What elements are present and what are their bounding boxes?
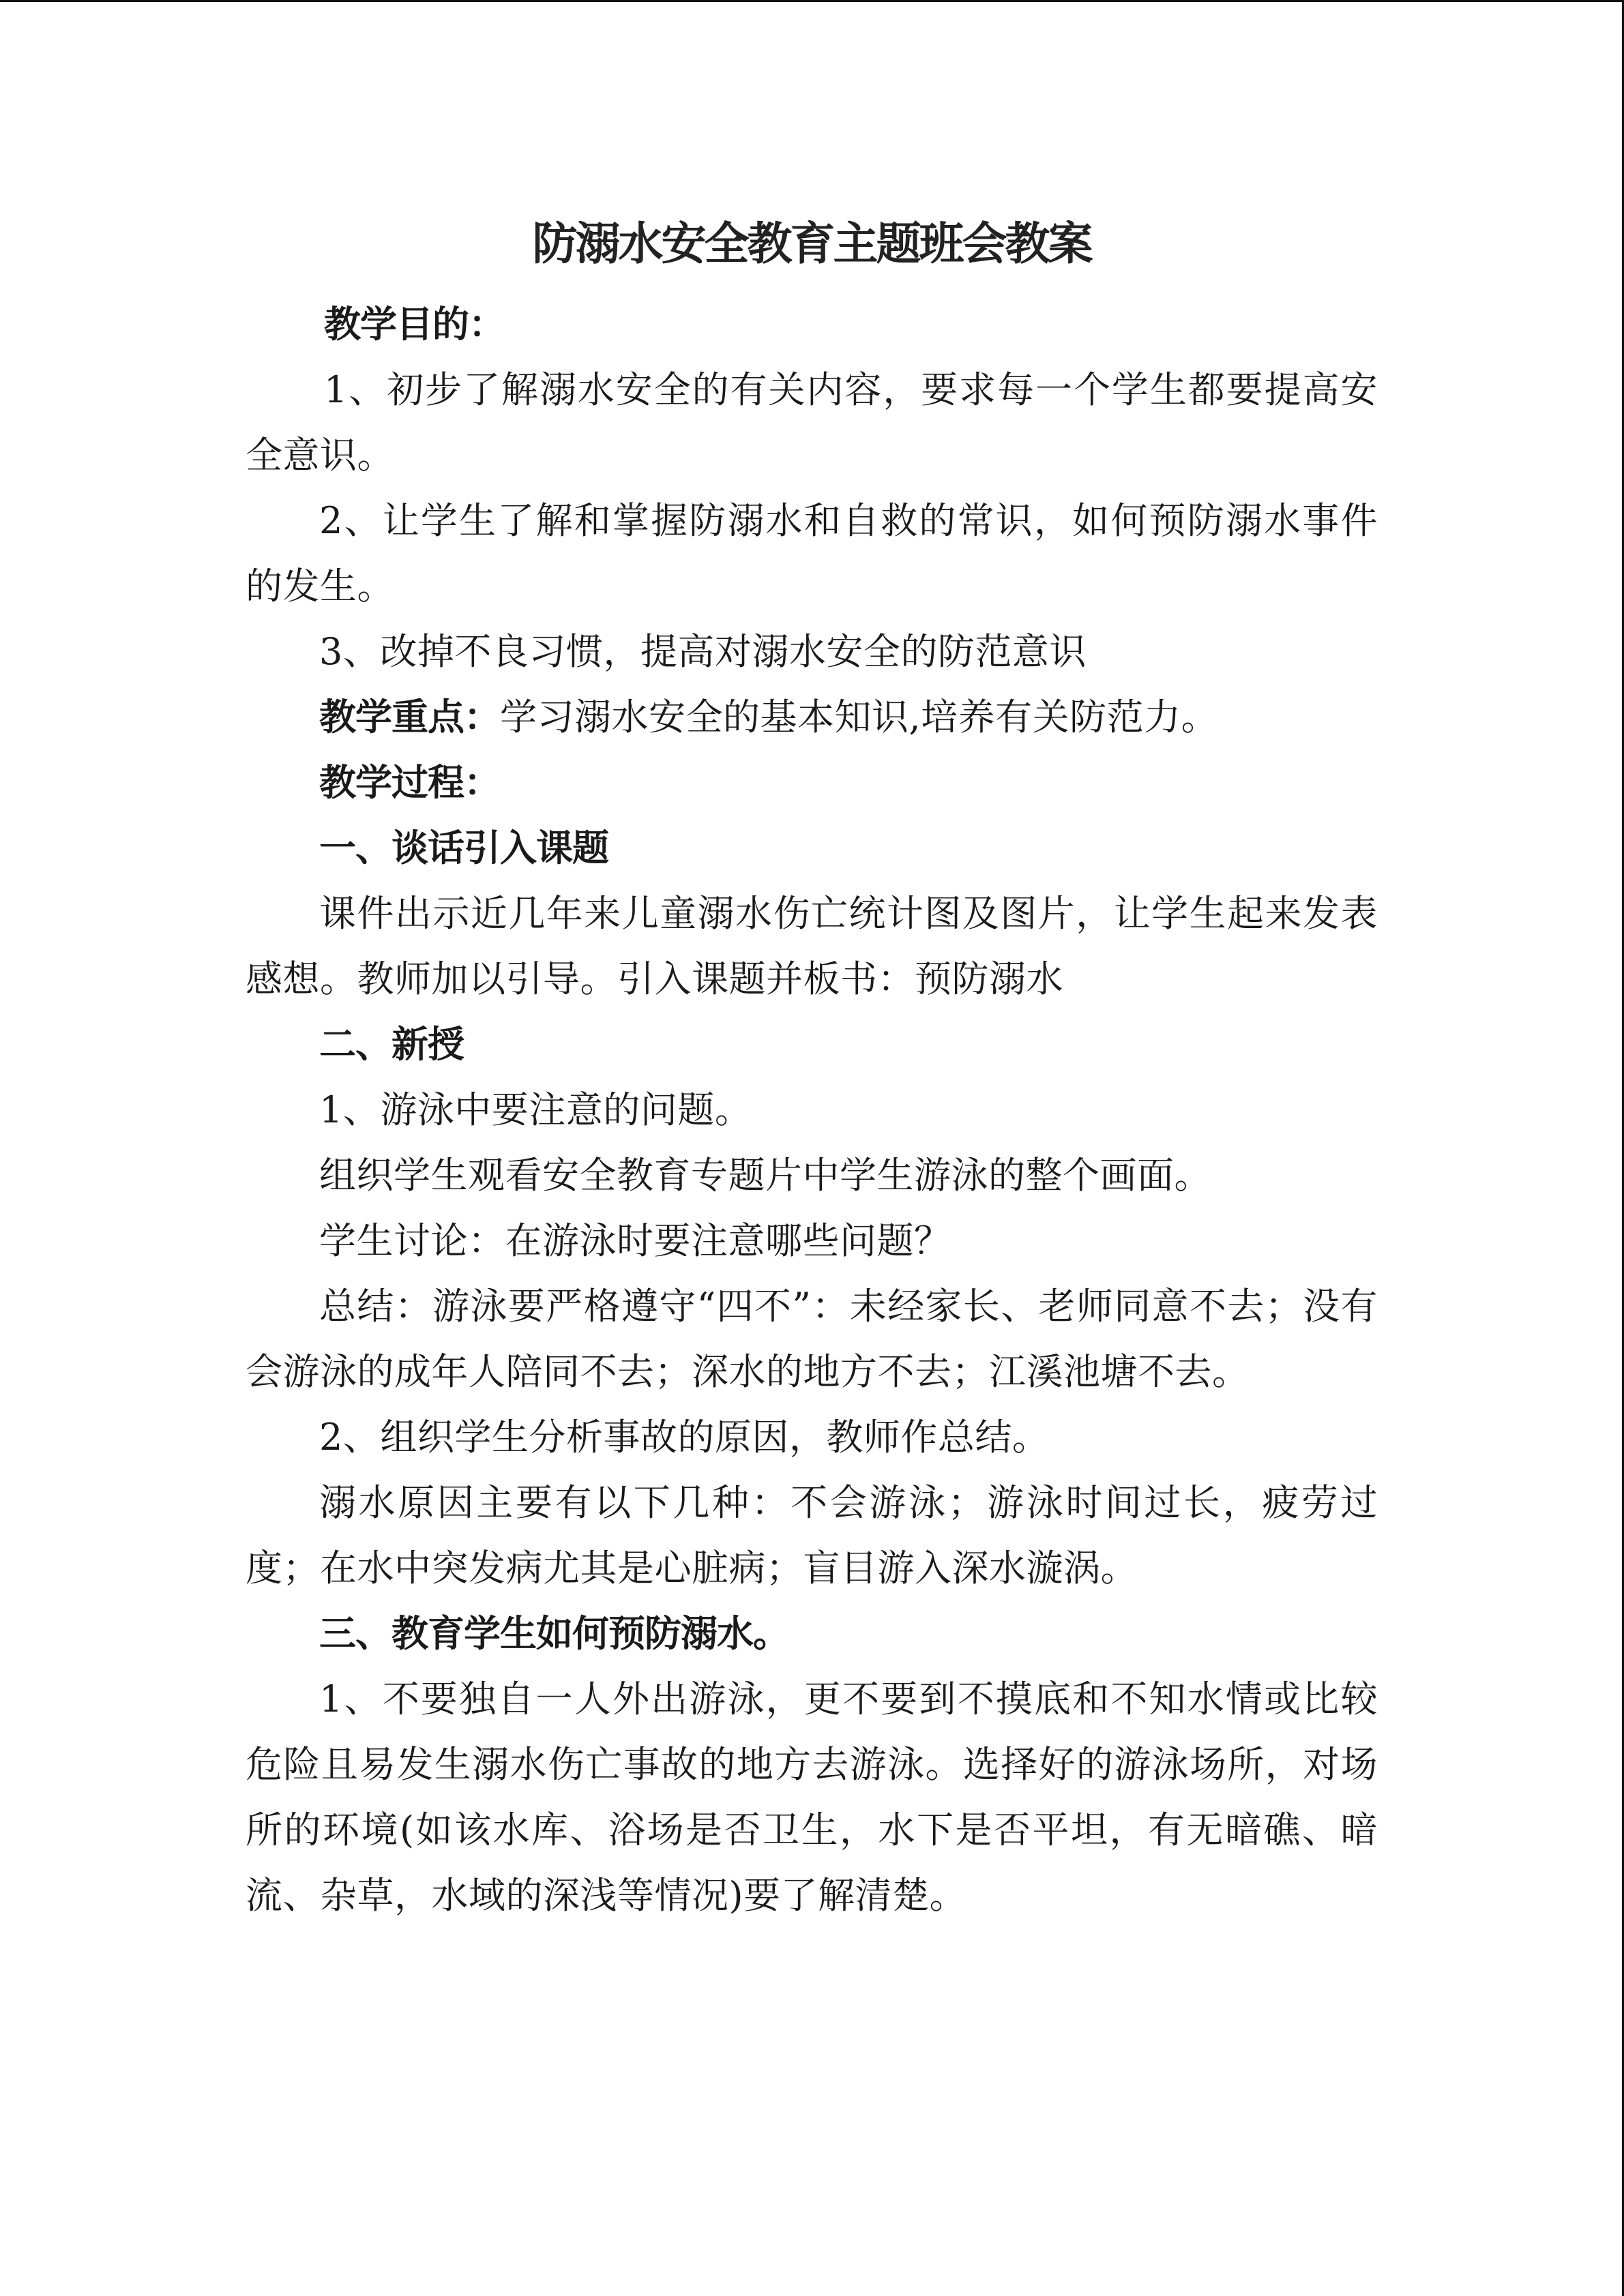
objective-item: 3、改掉不良习惯，提高对溺水安全的防范意识 (319, 630, 1087, 673)
section-paragraph: 1、不要独自一人外出游泳，更不要到不摸底和不知水情或比较危险且易发生溺水伤亡事故的地方去游泳。选择好的游泳场所，对场所的环境(如该水库、浴场是否卫生，水下是否平坦，有无暗礁、暗流、杂草，水域的深浅等情况)要了解清楚。 (246, 1678, 1378, 1917)
section-paragraph: 学生讨论：在游泳时要注意哪些问题？ (319, 1219, 951, 1262)
section-heading: 二、新授 (319, 1023, 464, 1066)
section-paragraph: 溺水原因主要有以下几种：不会游泳；游泳时间过长，疲劳过度；在水中突发病尤其是心脏病；盲目游入深水漩涡。 (246, 1481, 1378, 1590)
section-heading: 三、教育学生如何预防溺水。 (319, 1612, 789, 1655)
key-points-label: 教学重点： (319, 696, 500, 739)
document-title: 防溺水安全教育主题班会教案 (532, 218, 1091, 270)
document-body (246, 292, 1378, 1928)
objectives-heading: 教学目的： (324, 303, 505, 346)
objective-item: 2、让学生了解和掌握防溺水和自救的常识，如何预防溺水事件的发生。 (246, 499, 1378, 608)
section-heading: 一、谈话引入课题 (319, 826, 608, 869)
section-paragraph: 组织学生观看安全教育专题片中学生游泳的整个画面。 (319, 1154, 1211, 1197)
objective-item: 1、初步了解溺水安全的有关内容，要求每一个学生都要提高安全意识。 (246, 368, 1378, 477)
section-paragraph: 课件出示近几年来儿童溺水伤亡统计图及图片，让学生起来发表感想。教师加以引导。引入课题并板书：预防溺水 (246, 892, 1378, 1000)
section-paragraph: 1、游泳中要注意的问题。 (319, 1088, 752, 1131)
key-points-paragraph (246, 685, 1378, 750)
process-heading: 教学过程： (319, 761, 500, 804)
section-paragraph: 总结：游泳要严格遵守“四不”：未经家长、老师同意不去；没有会游泳的成年人陪同不去；深水的地方不去；江溪池塘不去。 (246, 1285, 1378, 1393)
key-points-text: 学习溺水安全的基本知识,培养有关防范力。 (500, 696, 1219, 739)
section-paragraph: 2、组织学生分析事故的原因，教师作总结。 (319, 1416, 1050, 1459)
